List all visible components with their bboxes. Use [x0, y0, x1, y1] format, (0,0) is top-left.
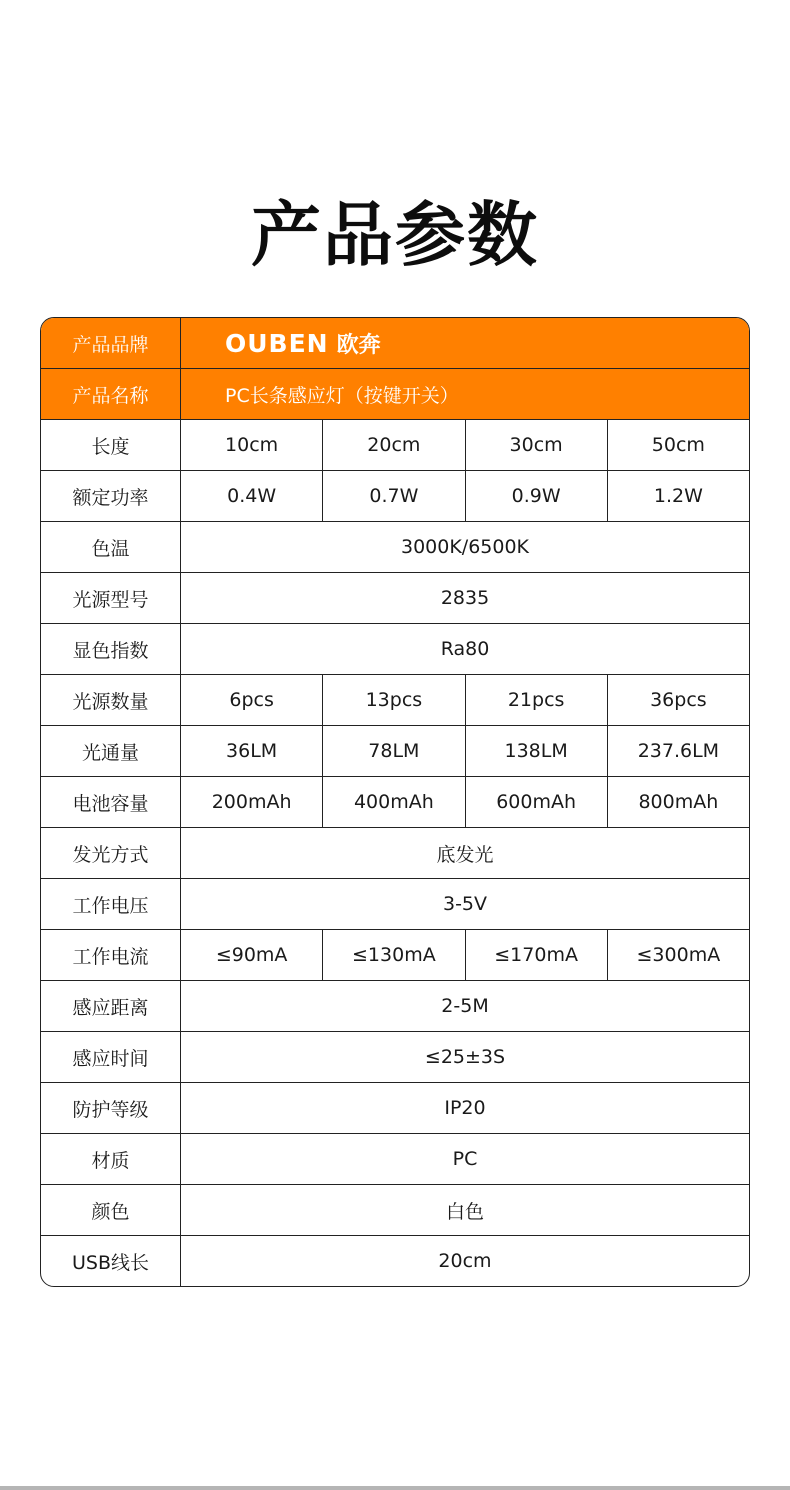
row-value: IP20	[444, 1097, 486, 1119]
spec-row	[41, 470, 749, 521]
spec-row	[41, 929, 749, 980]
row-value: 237.6LM	[637, 740, 720, 762]
row-label: 光源型号	[41, 573, 181, 623]
row-label: 电池容量	[41, 777, 181, 827]
row-label: 材质	[41, 1134, 181, 1184]
row-label: 显色指数	[41, 624, 181, 674]
row-value: 30cm	[466, 420, 608, 470]
spec-row	[41, 572, 749, 623]
row-value: 2835	[440, 587, 490, 609]
row-value: 50cm	[651, 434, 705, 456]
row-label: 光源数量	[41, 675, 181, 725]
product-name-value: PC长条感应灯（按键开关）	[225, 384, 459, 407]
row-value: 200mAh	[181, 777, 323, 827]
row-value: 0.4W	[181, 471, 323, 521]
row-value: 20cm	[323, 420, 465, 470]
row-value: 138LM	[466, 726, 608, 776]
spec-row	[41, 725, 749, 776]
brand-logo: OUBEN	[225, 328, 329, 358]
spec-row	[41, 521, 749, 572]
row-value: 800mAh	[638, 791, 719, 813]
spec-row	[41, 1184, 749, 1235]
row-label: 产品品牌	[41, 318, 181, 368]
row-value: 3-5V	[442, 893, 488, 915]
brand-name-cn: 欧奔	[336, 332, 381, 358]
row-value: 400mAh	[323, 777, 465, 827]
brand-row	[41, 318, 749, 368]
bottom-divider	[0, 1486, 790, 1490]
row-value: 36LM	[181, 726, 323, 776]
row-value: ≤90mA	[181, 930, 323, 980]
row-value: 1.2W	[653, 485, 703, 507]
row-value: 2-5M	[441, 995, 489, 1017]
row-value: 白色	[445, 1200, 484, 1223]
spec-row	[41, 980, 749, 1031]
row-value: 13pcs	[323, 675, 465, 725]
row-value: ≤300mA	[636, 944, 721, 966]
row-label: 发光方式	[41, 828, 181, 878]
row-label: 工作电流	[41, 930, 181, 980]
row-value: Ra80	[440, 638, 490, 660]
row-value: 600mAh	[466, 777, 608, 827]
row-value: 10cm	[181, 420, 323, 470]
spec-row	[41, 623, 749, 674]
row-value: ≤25±3S	[424, 1046, 506, 1068]
row-value: 21pcs	[466, 675, 608, 725]
row-value: ≤130mA	[323, 930, 465, 980]
row-label: 颜色	[41, 1185, 181, 1235]
spec-row	[41, 419, 749, 470]
row-value: ≤170mA	[466, 930, 608, 980]
row-label: 产品名称	[41, 369, 181, 419]
row-label: 感应时间	[41, 1032, 181, 1082]
spec-row	[41, 1235, 749, 1286]
spec-row	[41, 878, 749, 929]
row-label: USB线长	[41, 1236, 181, 1286]
row-label: 光通量	[41, 726, 181, 776]
row-value: 78LM	[323, 726, 465, 776]
row-value: 底发光	[436, 843, 494, 866]
page-title: 产品参数	[251, 194, 539, 276]
row-label: 长度	[41, 420, 181, 470]
row-value: 36pcs	[650, 689, 707, 711]
row-value: 0.7W	[323, 471, 465, 521]
spec-table	[40, 317, 750, 1287]
row-value: 20cm	[438, 1250, 492, 1272]
spec-row	[41, 674, 749, 725]
spec-row	[41, 1031, 749, 1082]
spec-row	[41, 827, 749, 878]
row-label: 色温	[41, 522, 181, 572]
brand-cell	[181, 318, 749, 368]
brand-logo-group	[225, 328, 381, 359]
row-label: 额定功率	[41, 471, 181, 521]
row-value: 6pcs	[181, 675, 323, 725]
row-label: 感应距离	[41, 981, 181, 1031]
row-value: 0.9W	[466, 471, 608, 521]
row-label: 防护等级	[41, 1083, 181, 1133]
row-value: 3000K/6500K	[400, 536, 530, 558]
row-label: 工作电压	[41, 879, 181, 929]
spec-row	[41, 776, 749, 827]
row-value: PC	[452, 1148, 478, 1170]
spec-row	[41, 1133, 749, 1184]
spec-row	[41, 1082, 749, 1133]
product-name-row	[41, 368, 749, 419]
